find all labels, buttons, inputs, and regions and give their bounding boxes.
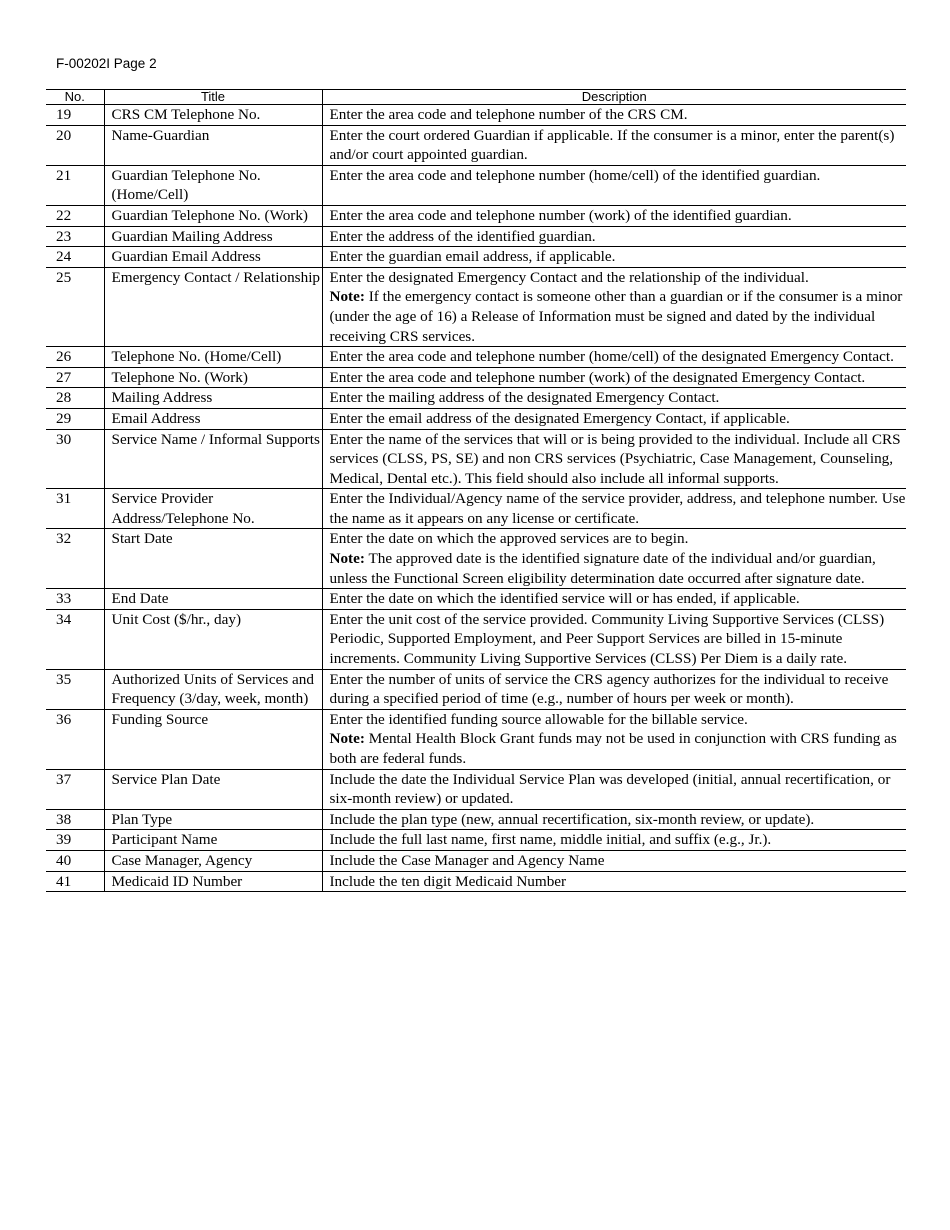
- table-row: [46, 125, 906, 165]
- row-number: 27: [46, 367, 104, 388]
- row-title: Guardian Telephone No. (Home/Cell): [104, 165, 322, 205]
- table-row: [46, 489, 906, 529]
- row-description-cell: [322, 205, 906, 226]
- table-row: [46, 388, 906, 409]
- row-description-cell: [322, 589, 906, 610]
- table-row: [46, 871, 906, 892]
- row-title: Service Provider Address/Telephone No.: [104, 489, 322, 529]
- row-description: Include the ten digit Medicaid Number: [329, 872, 567, 890]
- row-title: Guardian Mailing Address: [104, 226, 322, 247]
- row-number: 24: [46, 247, 104, 268]
- row-number: 36: [46, 709, 104, 769]
- row-description-cell: [322, 489, 906, 529]
- row-description-cell: [322, 165, 906, 205]
- row-title: Guardian Email Address: [104, 247, 322, 268]
- row-description: Enter the email address of the designated Emergency Contact, if applicable.: [329, 409, 790, 427]
- row-number: 25: [46, 267, 104, 346]
- row-description-cell: [322, 125, 906, 165]
- row-title: Service Plan Date: [104, 769, 322, 809]
- row-description: Enter the mailing address of the designated Emergency Contact.: [329, 389, 720, 407]
- row-number: 32: [46, 529, 104, 589]
- table-row: [46, 830, 906, 851]
- column-header-no: No.: [46, 90, 104, 105]
- form-id-page-number: F-00202I Page 2: [56, 56, 157, 71]
- instructions-table: [46, 89, 906, 892]
- table-row: [46, 809, 906, 830]
- row-description: Enter the court ordered Guardian if applicable. If the consumer is a minor, enter the parent(s) and/or court appointed guardian.: [329, 126, 895, 164]
- row-description-cell: [322, 347, 906, 368]
- row-description: Enter the area code and telephone number (work) of the identified guardian.: [329, 206, 792, 224]
- row-description-cell: [322, 388, 906, 409]
- row-title: Participant Name: [104, 830, 322, 851]
- row-description: Enter the area code and telephone number (home/cell) of the designated Emergency Contact.: [329, 348, 894, 366]
- table-row: [46, 589, 906, 610]
- row-description-cell: [322, 247, 906, 268]
- row-number: 33: [46, 589, 104, 610]
- row-description: Include the plan type (new, annual recertification, six-month review, or update).: [329, 810, 815, 828]
- table-row: [46, 165, 906, 205]
- row-title: Mailing Address: [104, 388, 322, 409]
- row-title: Telephone No. (Home/Cell): [104, 347, 322, 368]
- row-title: Service Name / Informal Supports: [104, 429, 322, 489]
- row-number: 28: [46, 388, 104, 409]
- table-row: [46, 709, 906, 769]
- row-note: The approved date is the identified signature date of the individual and/or guardian, unless the Functional Screen eligibility determination date occurred after signature date.: [329, 550, 876, 587]
- row-title: Start Date: [104, 529, 322, 589]
- table-row: [46, 429, 906, 489]
- row-title: End Date: [104, 589, 322, 610]
- row-description: Enter the number of units of service the CRS agency authorizes for the individual to receive during a specified period of time (e.g., number of hours per week or month).: [329, 670, 889, 708]
- row-number: 21: [46, 165, 104, 205]
- table-row: [46, 226, 906, 247]
- note-label: Note:: [329, 730, 365, 748]
- row-description-cell: [322, 105, 906, 126]
- note-label: Note:: [329, 550, 365, 568]
- row-number: 20: [46, 125, 104, 165]
- column-header-description: Description: [322, 90, 906, 105]
- row-number: 22: [46, 205, 104, 226]
- row-description: Enter the designated Emergency Contact and the relationship of the individual.: [329, 268, 809, 286]
- table-row: [46, 267, 906, 346]
- row-number: 41: [46, 871, 104, 892]
- row-description-cell: [322, 769, 906, 809]
- table-row: [46, 347, 906, 368]
- row-number: 39: [46, 830, 104, 851]
- table-row: [46, 105, 906, 126]
- row-description-cell: [322, 850, 906, 871]
- row-description-cell: [322, 408, 906, 429]
- row-description-cell: [322, 429, 906, 489]
- row-title: Medicaid ID Number: [104, 871, 322, 892]
- row-description: Include the Case Manager and Agency Name: [329, 851, 605, 869]
- row-number: 37: [46, 769, 104, 809]
- row-number: 23: [46, 226, 104, 247]
- row-number: 31: [46, 489, 104, 529]
- row-description: Enter the name of the services that will or is being provided to the individual. Include all CRS services (CLSS, PS, SE) and non CRS services (Psychiatric, Case Management, Counseling, Medical, Dental etc.). This field should also include all informal supports.: [329, 430, 901, 487]
- row-description: Enter the date on which the approved services are to begin.: [329, 530, 689, 548]
- row-description-cell: [322, 529, 906, 589]
- row-description-cell: [322, 669, 906, 709]
- table-row: [46, 609, 906, 669]
- row-number: 19: [46, 105, 104, 126]
- row-note: If the emergency contact is someone other than a guardian or if the consumer is a minor (under the age of 16) a Release of Information must be signed and dated by the individual receiving CRS services.: [329, 288, 903, 345]
- row-number: 34: [46, 609, 104, 669]
- row-description: Enter the Individual/Agency name of the service provider, address, and telephone number. Use the name as it appears on any license or certificate.: [329, 490, 906, 527]
- table-row: [46, 408, 906, 429]
- row-number: 38: [46, 809, 104, 830]
- table-row: [46, 769, 906, 809]
- row-number: 30: [46, 429, 104, 489]
- row-number: 26: [46, 347, 104, 368]
- row-title: Case Manager, Agency: [104, 850, 322, 871]
- row-description: Enter the date on which the identified service will or has ended, if applicable.: [329, 590, 800, 608]
- column-header-title: Title: [104, 90, 322, 105]
- table-row: [46, 850, 906, 871]
- row-description: Include the date the Individual Service Plan was developed (initial, annual recertification, or six-month review) or updated.: [329, 770, 891, 808]
- row-title: Telephone No. (Work): [104, 367, 322, 388]
- row-description: Include the full last name, first name, middle initial, and suffix (e.g., Jr.).: [329, 831, 772, 849]
- row-description: Enter the area code and telephone number (work) of the designated Emergency Contact.: [329, 368, 866, 386]
- row-title: Unit Cost ($/hr., day): [104, 609, 322, 669]
- row-title: CRS CM Telephone No.: [104, 105, 322, 126]
- row-title: Email Address: [104, 408, 322, 429]
- row-note: Mental Health Block Grant funds may not be used in conjunction with CRS funding as both are federal funds.: [329, 730, 897, 767]
- table-row: [46, 205, 906, 226]
- row-description: Enter the unit cost of the service provided. Community Living Supportive Services (CLSS) Periodic, Supported Employment, and Peer Support Services are billed in 15-minute increments. Community Living Supportive Services (CLSS) Per Diem is a daily rate.: [329, 610, 885, 668]
- table-row: [46, 247, 906, 268]
- row-description: Enter the identified funding source allowable for the billable service.: [329, 710, 748, 728]
- table-row: [46, 669, 906, 709]
- row-description: Enter the guardian email address, if applicable.: [329, 248, 616, 266]
- row-title: Authorized Units of Services and Frequency (3/day, week, month): [104, 669, 322, 709]
- row-description-cell: [322, 809, 906, 830]
- row-title: Funding Source: [104, 709, 322, 769]
- row-description-cell: [322, 709, 906, 769]
- row-number: 35: [46, 669, 104, 709]
- row-description-cell: [322, 367, 906, 388]
- row-title: Plan Type: [104, 809, 322, 830]
- row-title: Emergency Contact / Relationship: [104, 267, 322, 346]
- row-description-cell: [322, 226, 906, 247]
- row-description: Enter the area code and telephone number of the CRS CM.: [329, 106, 688, 123]
- row-number: 29: [46, 408, 104, 429]
- row-description-cell: [322, 830, 906, 851]
- table-row: [46, 367, 906, 388]
- note-label: Note:: [329, 288, 365, 306]
- row-description-cell: [322, 267, 906, 346]
- row-description-cell: [322, 871, 906, 892]
- row-description: Enter the address of the identified guardian.: [329, 227, 596, 245]
- row-number: 40: [46, 850, 104, 871]
- row-title: Name-Guardian: [104, 125, 322, 165]
- row-description-cell: [322, 609, 906, 669]
- table-row: [46, 529, 906, 589]
- row-title: Guardian Telephone No. (Work): [104, 205, 322, 226]
- table-header-row: [46, 90, 906, 105]
- row-description: Enter the area code and telephone number (home/cell) of the identified guardian.: [329, 166, 821, 184]
